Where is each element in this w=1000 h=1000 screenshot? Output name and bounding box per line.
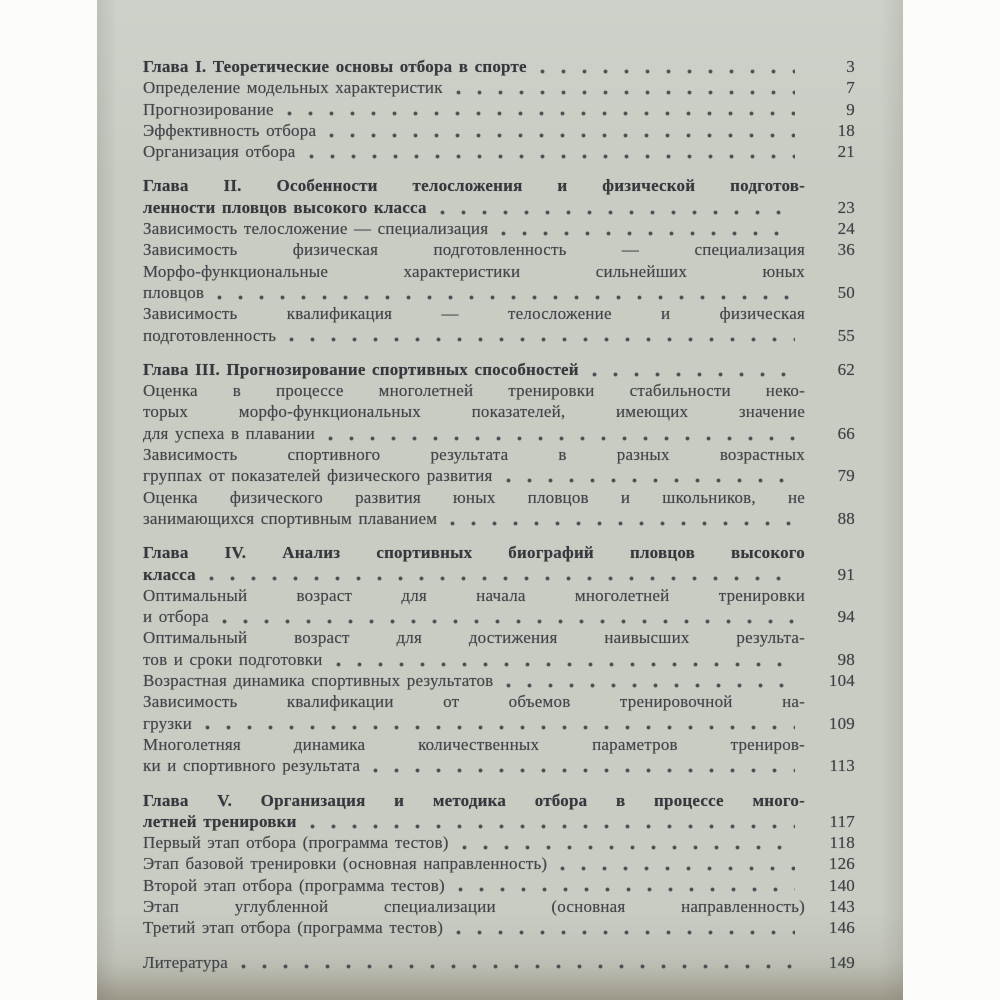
toc-entry-page: 21 (837, 142, 855, 162)
toc-entry-page: 79 (837, 466, 855, 486)
toc-entry (143, 713, 855, 734)
toc-entry (143, 811, 855, 832)
toc-entry-page: 109 (828, 713, 855, 733)
toc-entry (143, 691, 855, 712)
toc-entry-text: занимающихся спортивным плаванием (143, 508, 438, 528)
toc-entry (143, 120, 855, 141)
dot-leader (329, 133, 795, 138)
toc-entry-text: ленности пловцов высокого класса (143, 197, 427, 217)
photo-right-margin (903, 0, 1000, 1000)
toc-entry (143, 303, 855, 324)
dot-leader (287, 111, 795, 116)
toc-entry (143, 606, 855, 627)
toc-entry-page: 24 (837, 219, 855, 239)
toc-entry-text: Зависимость спортивного результата в разных возрастных (143, 445, 805, 465)
toc-entry (143, 218, 855, 239)
toc-entry (143, 239, 855, 260)
toc-entry-page: 9 (846, 99, 855, 119)
toc-entry-page: 91 (837, 564, 855, 584)
dot-leader (209, 576, 795, 581)
toc-entry-text: Оценка в процессе многолетней тренировки стабильности неко- (143, 381, 805, 401)
toc-entry-page: 3 (846, 57, 855, 76)
toc-entry-text: пловцов (143, 282, 205, 302)
toc-entry-text: Третий этап отбора (программа тестов) (143, 918, 444, 938)
toc-entry-text: Определение модельных характеристик (143, 78, 443, 98)
toc-entry-text: Глава III. Прогнозирование спортивных способностей (143, 359, 579, 379)
toc-entry-text: Возрастная динамика спортивных результатов (143, 671, 494, 691)
toc-entry-text: класса (143, 564, 196, 584)
toc-entry-text: летней тренировки (143, 811, 297, 831)
toc-entry (143, 282, 855, 303)
toc-entry-page: 98 (837, 649, 855, 669)
toc-entry-text: Зависимость телосложение — специализация (143, 219, 489, 239)
toc-entry-text: подготовленность (143, 325, 277, 345)
toc-entry-page: 149 (828, 952, 855, 972)
toc-entry-text: группах от показателей физического развития (143, 466, 493, 486)
toc-entry-page: 62 (837, 359, 855, 379)
toc-entry (143, 875, 855, 896)
toc-entry-text: Глава I. Теоретические основы отбора в спорте (143, 57, 527, 76)
toc-entry-text: Зависимость квалификация — телосложение и физическая (143, 304, 805, 324)
toc-entry (143, 487, 855, 508)
dot-leader (205, 725, 795, 730)
toc-entry-page: 55 (837, 325, 855, 345)
toc-entry-text: тов и сроки подготовки (143, 649, 323, 669)
dot-leader (241, 964, 795, 969)
toc-entry-text: торых морфо-функциональных показателей, имеющих значение (143, 402, 805, 422)
toc-entry (143, 401, 855, 422)
toc-entry (143, 56, 855, 77)
toc-entry (143, 99, 855, 120)
toc-entry-page: 140 (828, 875, 855, 895)
toc-entry-text: Первый этап отбора (программа тестов) (143, 833, 449, 853)
toc-entry (143, 917, 855, 938)
toc-entry-page: 126 (828, 854, 855, 874)
toc-entry (143, 896, 855, 917)
dot-leader (373, 768, 795, 773)
dot-leader (217, 295, 795, 300)
dot-leader (222, 619, 795, 624)
toc-entry-text: Глава IV. Анализ спортивных биографий пловцов высокого (143, 543, 805, 563)
toc-entry-page: 143 (828, 896, 855, 916)
dot-leader (310, 824, 795, 829)
dot-leader (458, 887, 795, 892)
toc-entry (143, 755, 855, 776)
toc-entry-page: 66 (837, 423, 855, 443)
toc-entry (143, 853, 855, 874)
toc-entry (143, 380, 855, 401)
toc-entry-text: Оптимальный возраст для достижения наивысших результа- (143, 628, 805, 648)
toc-entry-page: 7 (846, 78, 855, 98)
dot-leader (506, 683, 795, 688)
toc-entry (143, 670, 855, 691)
toc-entry-text: Этап базовой тренировки (основная направленность) (143, 854, 548, 874)
toc-entry (143, 832, 855, 853)
toc-entry (143, 423, 855, 444)
dot-leader (289, 337, 795, 342)
toc-entry (143, 952, 855, 973)
toc-entry-page: 18 (837, 120, 855, 140)
toc-entry-text: Глава II. Особенности телосложения и физической подготов- (143, 176, 805, 196)
dot-leader (506, 478, 795, 483)
toc-entry (143, 508, 855, 529)
dot-leader (456, 930, 795, 935)
toc-entry-text: Зависимость физическая подготовленность — специализация (143, 240, 805, 260)
toc-entry-text: Организация отбора (143, 142, 296, 162)
toc-entry-text: для успеха в плавании (143, 423, 315, 443)
dot-leader (560, 866, 795, 871)
toc-entry-text: Второй этап отбора (программа тестов) (143, 875, 445, 895)
dot-leader (328, 436, 795, 441)
toc-entry (143, 77, 855, 98)
toc (143, 56, 855, 973)
toc-entry-page: 104 (828, 671, 855, 691)
dot-leader (462, 845, 795, 850)
dot-leader (336, 662, 795, 667)
dot-leader (440, 210, 795, 215)
toc-entry-text: грузки (143, 713, 193, 733)
toc-entry-text: Прогнозирование (143, 99, 274, 119)
toc-entry (143, 649, 855, 670)
toc-entry-text: Глава V. Организация и методика отбора в процессе много- (143, 790, 805, 810)
toc-entry-text: Эффективность отбора (143, 120, 317, 140)
dot-leader (501, 231, 795, 236)
dot-leader (309, 154, 795, 159)
toc-entry-text: Литература (143, 952, 228, 972)
toc-entry (143, 564, 855, 585)
toc-entry-text: ки и спортивного результата (143, 756, 361, 776)
toc-entry-page: 36 (837, 240, 855, 260)
toc-entry (143, 175, 855, 196)
toc-entry-text: Оценка физического развития юных пловцов и школьников, не (143, 487, 805, 507)
toc-entry (143, 627, 855, 648)
toc-entry (143, 444, 855, 465)
photo-left-margin (0, 0, 97, 1000)
dot-leader (592, 372, 795, 377)
toc-entry-text: Этап углубленной специализации (основная направленность) (143, 896, 805, 916)
toc-entry-text: Оптимальный возраст для начала многолетней тренировки (143, 585, 805, 605)
toc-entry-page: 50 (837, 282, 855, 302)
toc-entry-text: Зависимость квалификации от объемов тренировочной на- (143, 692, 805, 712)
toc-entry-page: 23 (837, 197, 855, 217)
toc-entry-text: Морфо-функциональные характеристики сильнейших юных (143, 261, 805, 281)
toc-entry (143, 261, 855, 282)
toc-entry (143, 325, 855, 346)
dot-leader (540, 69, 795, 74)
toc-entry (143, 465, 855, 486)
toc-entry-page: 118 (829, 833, 855, 853)
toc-entry-page: 146 (828, 918, 855, 938)
book-page (97, 0, 903, 1000)
toc-entry (143, 734, 855, 755)
toc-entry-text: Многолетняя динамика количественных параметров трениров- (143, 734, 805, 754)
toc-entry-page: 88 (837, 508, 855, 528)
toc-entry-page: 113 (829, 756, 855, 776)
toc-entry (143, 790, 855, 811)
toc-entry-page: 94 (837, 607, 855, 627)
toc-entry (143, 542, 855, 563)
dot-leader (456, 90, 795, 95)
dot-leader (450, 521, 795, 526)
toc-entry-page: 117 (829, 811, 855, 831)
toc-entry-text: и отбора (143, 607, 209, 627)
toc-entry (143, 197, 855, 218)
toc-entry (143, 141, 855, 162)
toc-entry (143, 585, 855, 606)
toc-entry (143, 359, 855, 380)
